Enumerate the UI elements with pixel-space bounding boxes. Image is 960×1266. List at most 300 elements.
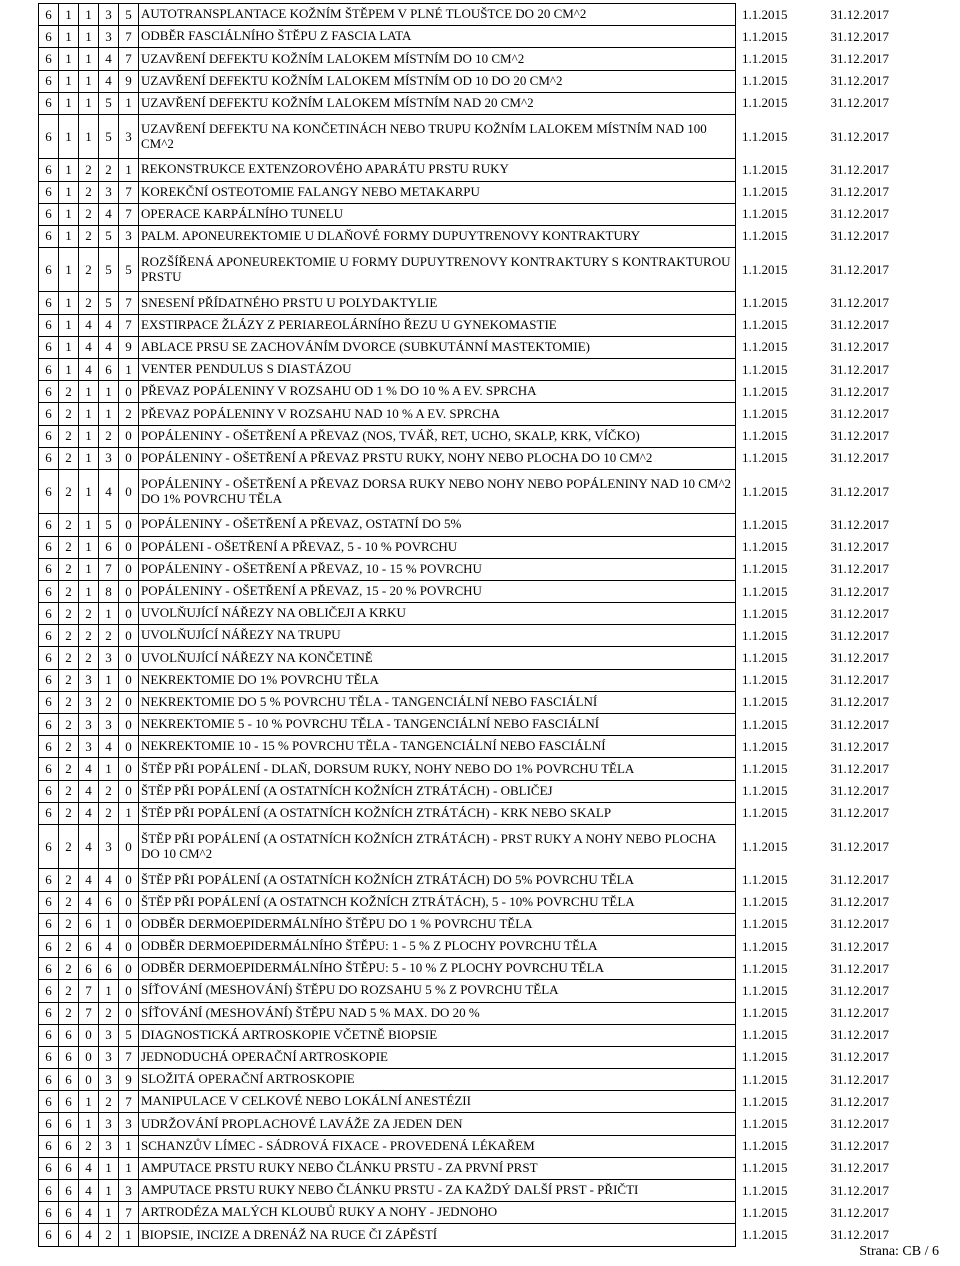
code-digit-5: 0 bbox=[119, 913, 139, 935]
code-digit-1: 6 bbox=[39, 958, 59, 980]
code-digit-1: 6 bbox=[39, 714, 59, 736]
code-digit-5: 0 bbox=[119, 891, 139, 913]
table-row bbox=[39, 1180, 923, 1202]
valid-from-date: 1.1.2015 bbox=[742, 916, 788, 932]
code-digit-1: 6 bbox=[39, 736, 59, 758]
valid-from-date: 1.1.2015 bbox=[742, 184, 788, 200]
procedure-name: EXSTIRPACE ŽLÁZY Z PERIAREOLÁRNÍHO ŘEZU U GYNEKOMASTIE bbox=[139, 314, 736, 336]
table-row bbox=[39, 1046, 923, 1068]
procedure-name: ARTRODÉZA MALÝCH KLOUBŮ RUKY A NOHY - JEDNOHO bbox=[139, 1202, 736, 1224]
code-digit-3: 1 bbox=[79, 70, 99, 92]
code-digit-5: 0 bbox=[119, 736, 139, 758]
valid-until-date: 31.12.2017 bbox=[830, 1116, 889, 1132]
procedure-name: POPÁLENI - OŠETŘENÍ A PŘEVAZ, 5 - 10 % POVRCHU bbox=[139, 536, 736, 558]
code-digit-2: 6 bbox=[59, 1202, 79, 1224]
table-row bbox=[39, 425, 923, 447]
procedure-name: KOREKČNÍ OSTEOTOMIE FALANGY NEBO METAKARPU bbox=[139, 181, 736, 203]
valid-from-date: 1.1.2015 bbox=[742, 28, 788, 44]
valid-from-date: 1.1.2015 bbox=[742, 406, 788, 421]
procedure-name: UZAVŘENÍ DEFEKTU NA KONČETINÁCH NEBO TRUPU KOŽNÍM LALOKEM MÍSTNÍM NAD 100 CM^2 bbox=[139, 114, 736, 158]
code-digit-5: 1 bbox=[119, 159, 139, 181]
code-digit-3: 1 bbox=[79, 447, 99, 469]
code-digit-1: 6 bbox=[39, 469, 59, 513]
valid-from-date: 1.1.2015 bbox=[742, 627, 788, 643]
valid-from-date: 1.1.2015 bbox=[742, 228, 788, 244]
code-digit-5: 0 bbox=[119, 381, 139, 403]
code-digit-3: 6 bbox=[79, 958, 99, 980]
code-digit-4: 6 bbox=[99, 958, 119, 980]
valid-from-date: 1.1.2015 bbox=[742, 539, 788, 555]
code-digit-3: 1 bbox=[79, 114, 99, 158]
valid-until-date: 31.12.2017 bbox=[830, 383, 889, 399]
code-digit-3: 4 bbox=[79, 780, 99, 802]
valid-until-date: 31.12.2017 bbox=[830, 50, 889, 66]
code-digit-3: 1 bbox=[79, 580, 99, 602]
valid-from-date: 1.1.2015 bbox=[742, 1182, 788, 1198]
code-digit-2: 2 bbox=[59, 691, 79, 713]
valid-until-date: 31.12.2017 bbox=[830, 184, 889, 200]
valid-until-date: 31.12.2017 bbox=[830, 1182, 889, 1198]
code-digit-3: 1 bbox=[79, 425, 99, 447]
code-digit-3: 0 bbox=[79, 1069, 99, 1091]
code-digit-3: 3 bbox=[79, 736, 99, 758]
code-digit-5: 0 bbox=[119, 447, 139, 469]
valid-until-date: 31.12.2017 bbox=[830, 672, 889, 688]
code-digit-4: 5 bbox=[99, 514, 119, 536]
code-digit-1: 6 bbox=[39, 314, 59, 336]
valid-until-date: 31.12.2017 bbox=[830, 483, 889, 499]
valid-from-date: 1.1.2015 bbox=[742, 1204, 788, 1220]
valid-from-date: 1.1.2015 bbox=[742, 6, 788, 22]
table-row bbox=[39, 1002, 923, 1024]
valid-from-date: 1.1.2015 bbox=[742, 583, 788, 599]
code-digit-4: 4 bbox=[99, 314, 119, 336]
code-digit-5: 7 bbox=[119, 1202, 139, 1224]
code-digit-4: 4 bbox=[99, 336, 119, 358]
valid-from-date: 1.1.2015 bbox=[742, 1071, 788, 1087]
code-digit-4: 3 bbox=[99, 26, 119, 48]
valid-until-date: 31.12.2017 bbox=[830, 206, 889, 222]
code-digit-2: 1 bbox=[59, 48, 79, 70]
code-digit-4: 4 bbox=[99, 48, 119, 70]
code-digit-5: 0 bbox=[119, 691, 139, 713]
table-row bbox=[39, 736, 923, 758]
code-digit-2: 2 bbox=[59, 558, 79, 580]
code-digit-2: 2 bbox=[59, 869, 79, 891]
code-digit-3: 1 bbox=[79, 4, 99, 26]
code-digit-1: 6 bbox=[39, 4, 59, 26]
table-row bbox=[39, 292, 923, 314]
procedure-name: NEKREKTOMIE 5 - 10 % POVRCHU TĚLA - TANGENCIÁLNÍ NEBO FASCIÁLNÍ bbox=[139, 714, 736, 736]
code-digit-5: 7 bbox=[119, 1091, 139, 1113]
code-digit-4: 6 bbox=[99, 536, 119, 558]
procedure-name: UVOLŇUJÍCÍ NÁŘEZY NA OBLIČEJI A KRKU bbox=[139, 603, 736, 625]
valid-from-date: 1.1.2015 bbox=[742, 783, 788, 799]
code-digit-4: 2 bbox=[99, 1224, 119, 1246]
procedure-name: ODBĚR DERMOEPIDERMÁLNÍHO ŠTĚPU: 5 - 10 % Z PLOCHY POVRCHU TĚLA bbox=[139, 958, 736, 980]
code-digit-4: 3 bbox=[99, 647, 119, 669]
code-digit-1: 6 bbox=[39, 425, 59, 447]
code-digit-5: 1 bbox=[119, 1135, 139, 1157]
valid-from-date: 1.1.2015 bbox=[742, 483, 788, 499]
code-digit-5: 0 bbox=[119, 758, 139, 780]
code-digit-1: 6 bbox=[39, 1046, 59, 1068]
table-row bbox=[39, 181, 923, 203]
valid-from-date: 1.1.2015 bbox=[742, 982, 788, 998]
code-digit-3: 1 bbox=[79, 92, 99, 114]
procedure-name: POPÁLENINY - OŠETŘENÍ A PŘEVAZ DORSA RUKY NEBO NOHY NEBO POPÁLENINY NAD 10 CM^2 DO 1% POVRCHU TĚLA bbox=[139, 469, 736, 513]
procedure-name: ŠTĚP PŘI POPÁLENÍ (A OSTATNÍCH KOŽNÍCH ZTRÁTÁCH) - OBLIČEJ bbox=[139, 780, 736, 802]
code-digit-1: 6 bbox=[39, 248, 59, 292]
valid-until-date: 31.12.2017 bbox=[830, 95, 889, 111]
valid-until-date: 31.12.2017 bbox=[830, 761, 889, 777]
table-row bbox=[39, 114, 923, 158]
code-digit-5: 9 bbox=[119, 1069, 139, 1091]
code-digit-4: 5 bbox=[99, 92, 119, 114]
valid-until-date: 31.12.2017 bbox=[830, 805, 889, 821]
code-digit-5: 1 bbox=[119, 359, 139, 381]
code-digit-5: 0 bbox=[119, 514, 139, 536]
valid-from-date: 1.1.2015 bbox=[742, 894, 788, 910]
table-row bbox=[39, 514, 923, 536]
code-digit-4: 4 bbox=[99, 469, 119, 513]
valid-from-date: 1.1.2015 bbox=[742, 1005, 788, 1021]
table-row bbox=[39, 359, 923, 381]
valid-until-date: 31.12.2017 bbox=[830, 894, 889, 910]
code-digit-5: 0 bbox=[119, 869, 139, 891]
code-digit-2: 1 bbox=[59, 4, 79, 26]
code-digit-1: 6 bbox=[39, 802, 59, 824]
table-row bbox=[39, 1224, 923, 1246]
table-row bbox=[39, 48, 923, 70]
code-digit-2: 2 bbox=[59, 625, 79, 647]
code-digit-5: 0 bbox=[119, 580, 139, 602]
code-digit-5: 7 bbox=[119, 203, 139, 225]
valid-from-date: 1.1.2015 bbox=[742, 838, 788, 854]
code-digit-4: 3 bbox=[99, 824, 119, 868]
table-row bbox=[39, 580, 923, 602]
code-digit-3: 1 bbox=[79, 469, 99, 513]
code-digit-3: 1 bbox=[79, 514, 99, 536]
code-digit-4: 5 bbox=[99, 225, 119, 247]
code-digit-3: 2 bbox=[79, 292, 99, 314]
valid-until-date: 31.12.2017 bbox=[830, 261, 889, 277]
code-digit-1: 6 bbox=[39, 26, 59, 48]
code-digit-4: 2 bbox=[99, 159, 119, 181]
code-digit-1: 6 bbox=[39, 70, 59, 92]
code-digit-2: 6 bbox=[59, 1046, 79, 1068]
valid-until-date: 31.12.2017 bbox=[830, 716, 889, 732]
code-digit-1: 6 bbox=[39, 1180, 59, 1202]
valid-until-date: 31.12.2017 bbox=[830, 295, 889, 311]
code-digit-5: 0 bbox=[119, 647, 139, 669]
valid-from-date: 1.1.2015 bbox=[742, 716, 788, 732]
code-digit-2: 2 bbox=[59, 669, 79, 691]
code-digit-2: 1 bbox=[59, 26, 79, 48]
valid-from-date: 1.1.2015 bbox=[742, 561, 788, 577]
procedure-name: SLOŽITÁ OPERAČNÍ ARTROSKOPIE bbox=[139, 1069, 736, 1091]
table-row bbox=[39, 913, 923, 935]
procedure-name: ŠTĚP PŘI POPÁLENÍ (A OSTATNÍCH KOŽNÍCH ZTRÁTÁCH) - PRST RUKY A NOHY NEBO PLOCHA DO 10 CM^2 bbox=[139, 824, 736, 868]
table-row bbox=[39, 1202, 923, 1224]
code-digit-3: 2 bbox=[79, 1135, 99, 1157]
procedure-name: UZAVŘENÍ DEFEKTU KOŽNÍM LALOKEM MÍSTNÍM DO 10 CM^2 bbox=[139, 48, 736, 70]
valid-from-date: 1.1.2015 bbox=[742, 516, 788, 532]
code-digit-4: 5 bbox=[99, 292, 119, 314]
code-digit-5: 0 bbox=[119, 1002, 139, 1024]
valid-until-date: 31.12.2017 bbox=[830, 1093, 889, 1109]
code-digit-5: 1 bbox=[119, 802, 139, 824]
valid-from-date: 1.1.2015 bbox=[742, 428, 788, 444]
valid-until-date: 31.12.2017 bbox=[830, 561, 889, 577]
procedure-name: JEDNODUCHÁ OPERAČNÍ ARTROSKOPIE bbox=[139, 1046, 736, 1068]
code-digit-3: 1 bbox=[79, 403, 99, 425]
code-digit-2: 2 bbox=[59, 536, 79, 558]
code-digit-3: 6 bbox=[79, 913, 99, 935]
code-digit-4: 1 bbox=[99, 980, 119, 1002]
valid-from-date: 1.1.2015 bbox=[742, 1226, 788, 1242]
code-digit-1: 6 bbox=[39, 159, 59, 181]
procedure-name: DIAGNOSTICKÁ ARTROSKOPIE VČETNĚ BIOPSIE bbox=[139, 1024, 736, 1046]
procedure-name: AUTOTRANSPLANTACE KOŽNÍM ŠTĚPEM V PLNÉ TLOUŠTCE DO 20 CM^2 bbox=[139, 4, 736, 26]
code-digit-1: 6 bbox=[39, 203, 59, 225]
code-digit-3: 2 bbox=[79, 248, 99, 292]
code-digit-5: 1 bbox=[119, 1224, 139, 1246]
code-digit-4: 3 bbox=[99, 181, 119, 203]
code-digit-3: 4 bbox=[79, 758, 99, 780]
valid-from-date: 1.1.2015 bbox=[742, 805, 788, 821]
procedure-name: REKONSTRUKCE EXTENZOROVÉHO APARÁTU PRSTU RUKY bbox=[139, 159, 736, 181]
valid-from-date: 1.1.2015 bbox=[742, 361, 788, 377]
code-digit-4: 5 bbox=[99, 114, 119, 158]
code-digit-3: 1 bbox=[79, 48, 99, 70]
code-digit-4: 1 bbox=[99, 1157, 119, 1179]
code-digit-1: 6 bbox=[39, 780, 59, 802]
code-digit-1: 6 bbox=[39, 48, 59, 70]
code-digit-2: 1 bbox=[59, 92, 79, 114]
valid-from-date: 1.1.2015 bbox=[742, 261, 788, 277]
code-digit-1: 6 bbox=[39, 891, 59, 913]
table-row bbox=[39, 1157, 923, 1179]
code-digit-1: 6 bbox=[39, 669, 59, 691]
code-digit-5: 3 bbox=[119, 225, 139, 247]
table-row bbox=[39, 1091, 923, 1113]
code-digit-5: 2 bbox=[119, 403, 139, 425]
code-digit-5: 5 bbox=[119, 4, 139, 26]
code-digit-1: 6 bbox=[39, 1091, 59, 1113]
code-digit-3: 3 bbox=[79, 714, 99, 736]
code-digit-2: 2 bbox=[59, 381, 79, 403]
code-digit-5: 1 bbox=[119, 1157, 139, 1179]
code-digit-1: 6 bbox=[39, 1202, 59, 1224]
code-digit-4: 1 bbox=[99, 913, 119, 935]
valid-until-date: 31.12.2017 bbox=[830, 428, 889, 444]
code-digit-4: 2 bbox=[99, 780, 119, 802]
code-digit-2: 1 bbox=[59, 292, 79, 314]
valid-from-date: 1.1.2015 bbox=[742, 128, 788, 144]
code-digit-1: 6 bbox=[39, 292, 59, 314]
code-digit-1: 6 bbox=[39, 92, 59, 114]
procedure-name: NEKREKTOMIE 10 - 15 % POVRCHU TĚLA - TANGENCIÁLNÍ NEBO FASCIÁLNÍ bbox=[139, 736, 736, 758]
valid-until-date: 31.12.2017 bbox=[830, 516, 889, 532]
valid-until-date: 31.12.2017 bbox=[830, 228, 889, 244]
code-digit-5: 7 bbox=[119, 26, 139, 48]
code-digit-4: 4 bbox=[99, 203, 119, 225]
table-row bbox=[39, 1024, 923, 1046]
code-digit-2: 1 bbox=[59, 336, 79, 358]
procedure-name: UDRŽOVÁNÍ PROPLACHOVÉ LAVÁŽE ZA JEDEN DEN bbox=[139, 1113, 736, 1135]
code-digit-4: 1 bbox=[99, 381, 119, 403]
code-digit-3: 2 bbox=[79, 603, 99, 625]
procedure-name: ŠTĚP PŘI POPÁLENÍ (A OSTATNÍCH KOŽNÍCH ZTRÁTÁCH) - KRK NEBO SKALP bbox=[139, 802, 736, 824]
valid-until-date: 31.12.2017 bbox=[830, 982, 889, 998]
code-digit-2: 6 bbox=[59, 1113, 79, 1135]
valid-until-date: 31.12.2017 bbox=[830, 1138, 889, 1154]
table-row bbox=[39, 647, 923, 669]
code-digit-2: 6 bbox=[59, 1091, 79, 1113]
valid-until-date: 31.12.2017 bbox=[830, 339, 889, 355]
code-digit-3: 7 bbox=[79, 1002, 99, 1024]
code-digit-1: 6 bbox=[39, 381, 59, 403]
valid-until-date: 31.12.2017 bbox=[830, 1071, 889, 1087]
valid-until-date: 31.12.2017 bbox=[830, 539, 889, 555]
valid-from-date: 1.1.2015 bbox=[742, 95, 788, 111]
code-digit-4: 3 bbox=[99, 714, 119, 736]
valid-until-date: 31.12.2017 bbox=[830, 406, 889, 421]
valid-until-date: 31.12.2017 bbox=[830, 28, 889, 44]
valid-until-date: 31.12.2017 bbox=[830, 650, 889, 666]
valid-until-date: 31.12.2017 bbox=[830, 128, 889, 144]
code-digit-4: 1 bbox=[99, 1180, 119, 1202]
valid-from-date: 1.1.2015 bbox=[742, 383, 788, 399]
valid-from-date: 1.1.2015 bbox=[742, 1093, 788, 1109]
procedure-code-table bbox=[38, 3, 923, 1247]
code-digit-5: 0 bbox=[119, 625, 139, 647]
valid-from-date: 1.1.2015 bbox=[742, 50, 788, 66]
valid-until-date: 31.12.2017 bbox=[830, 605, 889, 621]
page-footer: Strana: CB / 6 bbox=[859, 1244, 939, 1259]
table-row bbox=[39, 958, 923, 980]
valid-until-date: 31.12.2017 bbox=[830, 1005, 889, 1021]
code-digit-3: 4 bbox=[79, 891, 99, 913]
code-digit-3: 2 bbox=[79, 159, 99, 181]
code-digit-1: 6 bbox=[39, 1002, 59, 1024]
code-digit-2: 2 bbox=[59, 891, 79, 913]
valid-until-date: 31.12.2017 bbox=[830, 738, 889, 754]
code-digit-3: 2 bbox=[79, 181, 99, 203]
code-digit-3: 4 bbox=[79, 869, 99, 891]
procedure-name: VENTER PENDULUS S DIASTÁZOU bbox=[139, 359, 736, 381]
table-row bbox=[39, 314, 923, 336]
procedure-name: NEKREKTOMIE DO 5 % POVRCHU TĚLA - TANGENCIÁLNÍ NEBO FASCIÁLNÍ bbox=[139, 691, 736, 713]
valid-until-date: 31.12.2017 bbox=[830, 783, 889, 799]
code-digit-5: 0 bbox=[119, 469, 139, 513]
valid-until-date: 31.12.2017 bbox=[830, 583, 889, 599]
code-digit-1: 6 bbox=[39, 1224, 59, 1246]
table-row bbox=[39, 669, 923, 691]
valid-until-date: 31.12.2017 bbox=[830, 1226, 889, 1242]
code-digit-2: 2 bbox=[59, 736, 79, 758]
code-digit-5: 0 bbox=[119, 824, 139, 868]
code-digit-3: 2 bbox=[79, 203, 99, 225]
code-digit-2: 1 bbox=[59, 314, 79, 336]
code-digit-4: 2 bbox=[99, 691, 119, 713]
table-row bbox=[39, 935, 923, 957]
code-digit-3: 4 bbox=[79, 314, 99, 336]
code-digit-4: 3 bbox=[99, 447, 119, 469]
code-digit-5: 0 bbox=[119, 714, 139, 736]
procedure-name: ŠTĚP PŘI POPÁLENÍ (A OSTATNCH KOŽNÍCH ZTRÁTÁCH), 5 - 10% POVRCHU TĚLA bbox=[139, 891, 736, 913]
procedure-name: POPÁLENINY - OŠETŘENÍ A PŘEVAZ PRSTU RUKY, NOHY NEBO PLOCHA DO 10 CM^2 bbox=[139, 447, 736, 469]
code-digit-3: 2 bbox=[79, 225, 99, 247]
valid-from-date: 1.1.2015 bbox=[742, 938, 788, 954]
code-digit-5: 3 bbox=[119, 1180, 139, 1202]
code-digit-5: 0 bbox=[119, 935, 139, 957]
valid-until-date: 31.12.2017 bbox=[830, 871, 889, 887]
valid-from-date: 1.1.2015 bbox=[742, 1160, 788, 1176]
code-digit-1: 6 bbox=[39, 1024, 59, 1046]
table-row bbox=[39, 159, 923, 181]
code-digit-1: 6 bbox=[39, 758, 59, 780]
code-digit-1: 6 bbox=[39, 869, 59, 891]
procedure-name: ŠTĚP PŘI POPÁLENÍ - DLAŇ, DORSUM RUKY, NOHY NEBO DO 1% POVRCHU TĚLA bbox=[139, 758, 736, 780]
table-row bbox=[39, 891, 923, 913]
table-row bbox=[39, 447, 923, 469]
table-row bbox=[39, 780, 923, 802]
code-digit-1: 6 bbox=[39, 1113, 59, 1135]
procedure-name: SÍŤOVÁNÍ (MESHOVÁNÍ) ŠTĚPU NAD 5 % MAX. DO 20 % bbox=[139, 1002, 736, 1024]
code-digit-3: 1 bbox=[79, 1113, 99, 1135]
procedure-name: ODBĚR DERMOEPIDERMÁLNÍHO ŠTĚPU DO 1 % POVRCHU TĚLA bbox=[139, 913, 736, 935]
table-row bbox=[39, 558, 923, 580]
code-digit-5: 5 bbox=[119, 1024, 139, 1046]
code-digit-3: 4 bbox=[79, 802, 99, 824]
table-row bbox=[39, 403, 923, 425]
code-digit-2: 2 bbox=[59, 758, 79, 780]
table-row bbox=[39, 824, 923, 868]
code-digit-3: 1 bbox=[79, 1091, 99, 1113]
code-digit-2: 2 bbox=[59, 580, 79, 602]
code-digit-3: 2 bbox=[79, 625, 99, 647]
code-digit-2: 2 bbox=[59, 514, 79, 536]
code-digit-3: 0 bbox=[79, 1046, 99, 1068]
code-digit-1: 6 bbox=[39, 1069, 59, 1091]
procedure-name: POPÁLENINY - OŠETŘENÍ A PŘEVAZ, 15 - 20 % POVRCHU bbox=[139, 580, 736, 602]
procedure-name: UZAVŘENÍ DEFEKTU KOŽNÍM LALOKEM MÍSTNÍM NAD 20 CM^2 bbox=[139, 92, 736, 114]
code-digit-3: 1 bbox=[79, 26, 99, 48]
code-digit-1: 6 bbox=[39, 336, 59, 358]
code-digit-5: 7 bbox=[119, 181, 139, 203]
code-digit-5: 7 bbox=[119, 314, 139, 336]
code-digit-2: 2 bbox=[59, 647, 79, 669]
code-digit-4: 4 bbox=[99, 70, 119, 92]
valid-from-date: 1.1.2015 bbox=[742, 761, 788, 777]
table-row bbox=[39, 4, 923, 26]
code-digit-4: 4 bbox=[99, 935, 119, 957]
procedure-name: ODBĚR DERMOEPIDERMÁLNÍHO ŠTĚPU: 1 - 5 % Z PLOCHY POVRCHU TĚLA bbox=[139, 935, 736, 957]
procedure-name: BIOPSIE, INCIZE A DRENÁŽ NA RUCE ČI ZÁPĚSTÍ bbox=[139, 1224, 736, 1246]
valid-until-date: 31.12.2017 bbox=[830, 161, 889, 177]
valid-until-date: 31.12.2017 bbox=[830, 6, 889, 22]
code-digit-1: 6 bbox=[39, 1135, 59, 1157]
code-digit-1: 6 bbox=[39, 913, 59, 935]
code-digit-1: 6 bbox=[39, 647, 59, 669]
code-digit-5: 7 bbox=[119, 48, 139, 70]
code-digit-5: 5 bbox=[119, 248, 139, 292]
code-digit-4: 2 bbox=[99, 1091, 119, 1113]
code-digit-2: 6 bbox=[59, 1224, 79, 1246]
code-digit-1: 6 bbox=[39, 625, 59, 647]
